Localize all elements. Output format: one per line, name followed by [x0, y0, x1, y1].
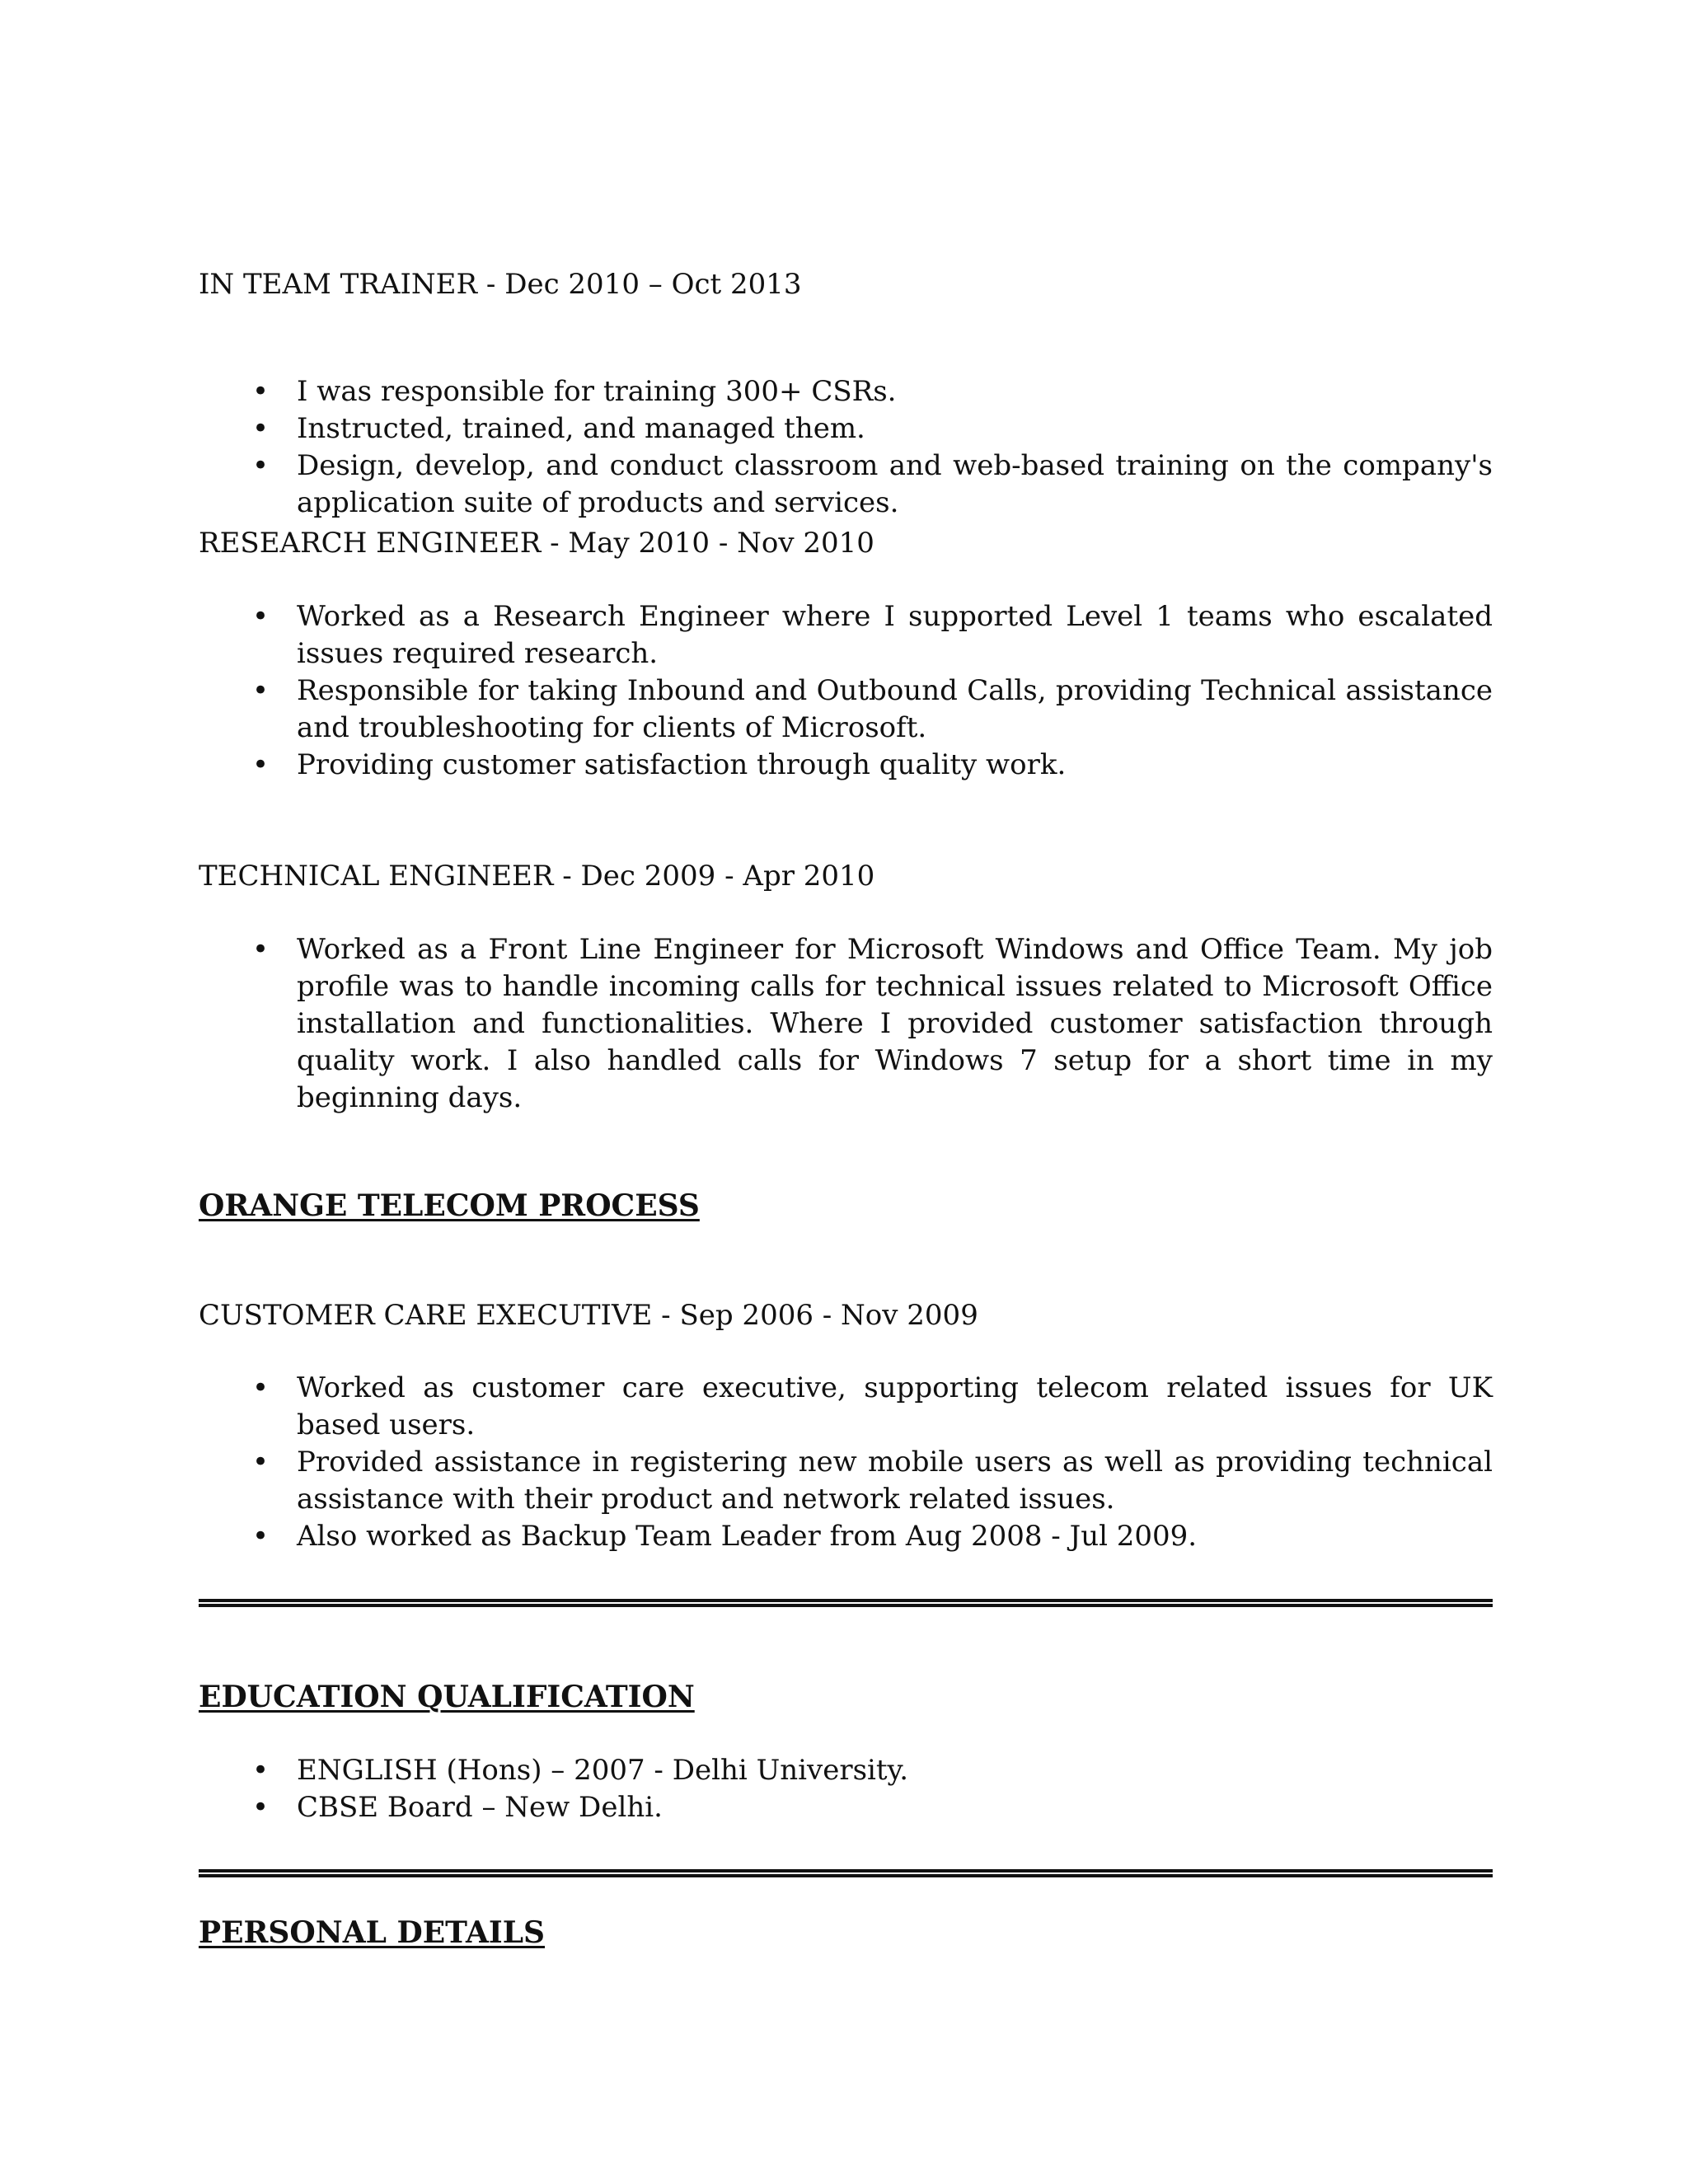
list-item: • Worked as a Research Engineer where I supported Level 1 teams who escalated issues required research. [199, 598, 1493, 673]
education-list [199, 1752, 1493, 1826]
bullet-icon: • [251, 375, 270, 408]
list-item: • CBSE Board – New Delhi. [199, 1789, 1493, 1826]
list-item: • I was responsible for training 300+ CSRs. [199, 373, 1493, 410]
list-item: • Provided assistance in registering new mobile users as well as providing technical assistance with their product and network related issues. [199, 1444, 1493, 1518]
bullet-icon: • [251, 1791, 270, 1824]
job-bullets-in-team-trainer [199, 373, 1493, 522]
section-divider [199, 1869, 1493, 1877]
section-divider [199, 1599, 1493, 1607]
bullet-icon: • [251, 1520, 270, 1553]
section-heading-orange-telecom: ORANGE TELECOM PROCESS [199, 1188, 700, 1223]
job-bullets-research-engineer [199, 598, 1493, 784]
bullet-icon: • [251, 674, 270, 707]
list-item: • Design, develop, and conduct classroom and web-based training on the company's application suite of products and services. [199, 448, 1493, 522]
bullet-icon: • [251, 1754, 270, 1787]
list-item: • Responsible for taking Inbound and Outbound Calls, providing Technical assistance and troubleshooting for clients of Microsoft. [199, 673, 1493, 747]
job-title-technical-engineer: TECHNICAL ENGINEER - Dec 2009 - Apr 2010 [199, 860, 875, 893]
bullet-icon: • [251, 933, 270, 966]
bullet-icon: • [251, 449, 270, 482]
list-item: • Providing customer satisfaction through quality work. [199, 747, 1493, 784]
list-item: • Also worked as Backup Team Leader from Aug 2008 - Jul 2009. [199, 1518, 1493, 1555]
list-item: • Worked as a Front Line Engineer for Microsoft Windows and Office Team. My job profile was to handle incoming calls for technical issues related to Microsoft Office installation and functionalities. Where I provided customer satisfaction through quality work. I also handled calls for Windows 7 setup for a short time in my beginning days. [199, 931, 1493, 1117]
job-title-in-team-trainer: IN TEAM TRAINER - Dec 2010 – Oct 2013 [199, 268, 802, 301]
section-heading-personal-details: PERSONAL DETAILS [199, 1915, 546, 1950]
bullet-icon: • [251, 1371, 270, 1404]
section-heading-education: EDUCATION QUALIFICATION [199, 1680, 695, 1714]
job-bullets-customer-care-executive [199, 1370, 1493, 1555]
job-title-customer-care-executive: CUSTOMER CARE EXECUTIVE - Sep 2006 - Nov 2009 [199, 1299, 978, 1332]
bullet-icon: • [251, 1446, 270, 1479]
list-item: • Worked as customer care executive, supporting telecom related issues for UK based users. [199, 1370, 1493, 1444]
list-item: • Instructed, trained, and managed them. [199, 410, 1493, 448]
bullet-icon: • [251, 412, 270, 445]
job-title-research-engineer: RESEARCH ENGINEER - May 2010 - Nov 2010 [199, 527, 874, 560]
bullet-icon: • [251, 748, 270, 781]
job-bullets-technical-engineer [199, 931, 1493, 1117]
list-item: • ENGLISH (Hons) – 2007 - Delhi University. [199, 1752, 1493, 1789]
bullet-icon: • [251, 600, 270, 633]
